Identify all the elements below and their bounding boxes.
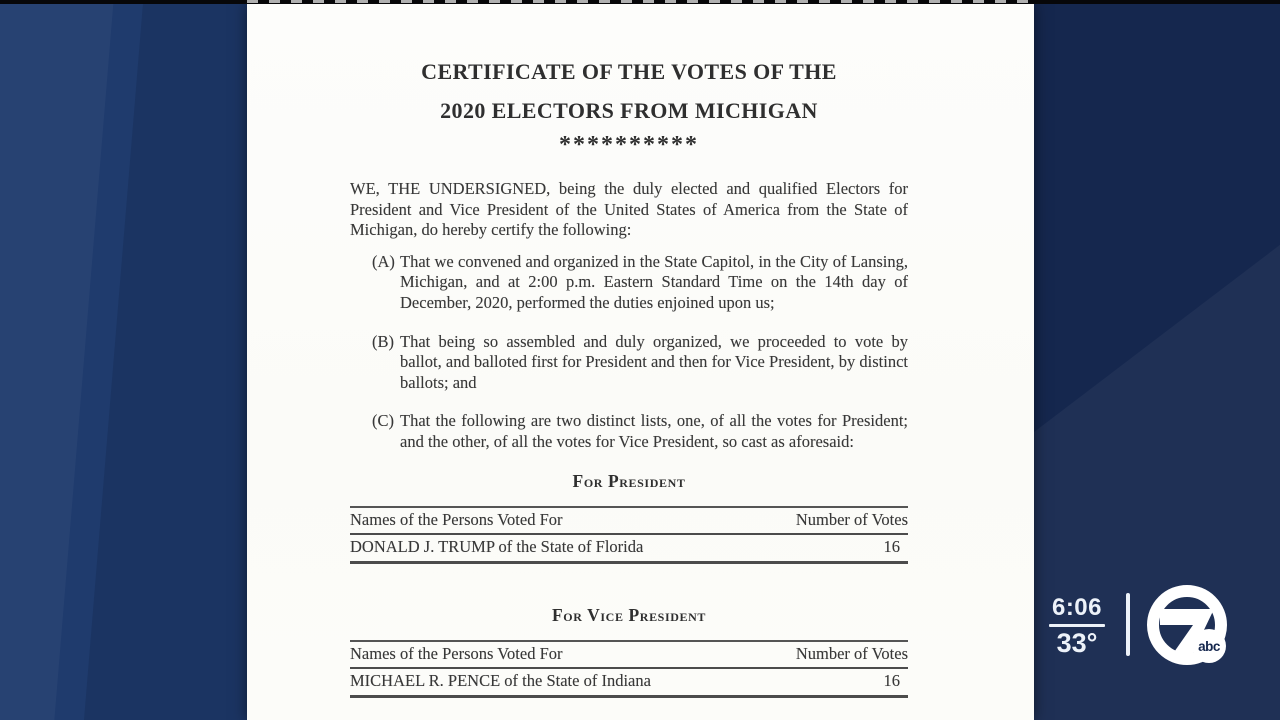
clause-text: That being so assembled and duly organized, we proceeded to vote by ballot, and balloted first for President and then for Vice President, by distinct ballots; and [400,331,908,392]
clause-text: That we convened and organized in the State Capitol, in the City of Lansing, Michigan, and at 2:00 p.m. Eastern Standard Time on the 14th day of December, 2020, performed the duties enjoined upon us; [400,251,908,312]
section-heading-vice-president: For Vice President [552,604,706,625]
president-votes-table [350,506,908,564]
column-header-votes: Number of Votes [795,643,908,663]
clause-b [372,332,908,394]
clause-text: That the following are two distinct lists, one, of all the votes for President; and the other, of all the votes for Vice President, so cast as aforesaid: [400,411,908,451]
clause-label: (C) [372,411,394,431]
clause-label: (B) [372,331,394,351]
clause-c [372,411,908,452]
section-heading-president: For President [572,470,686,491]
vice-president-votes-table [350,640,908,698]
clause-list [350,252,908,453]
star-divider: ********** [559,132,699,158]
current-time: 6:06 [1051,594,1103,621]
bug-divider-line [1049,624,1105,627]
studio-background-left [0,0,247,720]
column-header-names: Names of the Persons Voted For [350,509,563,529]
candidate-name: MICHAEL R. PENCE of the State of Indiana [350,670,651,690]
table-row [350,669,908,695]
vote-count: 16 [883,536,900,556]
clause-label: (A) [372,251,395,271]
top-letterbox-strip [0,0,1280,4]
column-header-votes: Number of Votes [795,509,908,529]
column-header-names: Names of the Persons Voted For [350,643,563,663]
clause-a [372,252,908,314]
intro-paragraph: WE, THE UNDERSIGNED, being the duly elected and qualified Electors for President and Vice President of the United States of America from the State of Michigan, do hereby certify the following: [350,179,908,240]
table-row [350,535,908,561]
document-title-line1: CERTIFICATE OF THE VOTES OF THE [421,59,837,84]
document-title-line2: 2020 ELECTORS FROM MICHIGAN [440,98,818,123]
certificate-document [247,4,1034,720]
abc-network-label: abc [1198,639,1220,654]
scan-dash-artifact [247,0,1034,3]
table-header-row [350,508,908,535]
time-temperature-bug [1048,595,1106,658]
vote-count: 16 [883,670,900,690]
bug-vertical-separator [1126,593,1130,656]
circle-7-abc-station-logo-icon [1146,584,1234,672]
current-temperature: 33° [1056,628,1098,658]
table-header-row [350,642,908,669]
candidate-name: DONALD J. TRUMP of the State of Florida [350,536,644,556]
